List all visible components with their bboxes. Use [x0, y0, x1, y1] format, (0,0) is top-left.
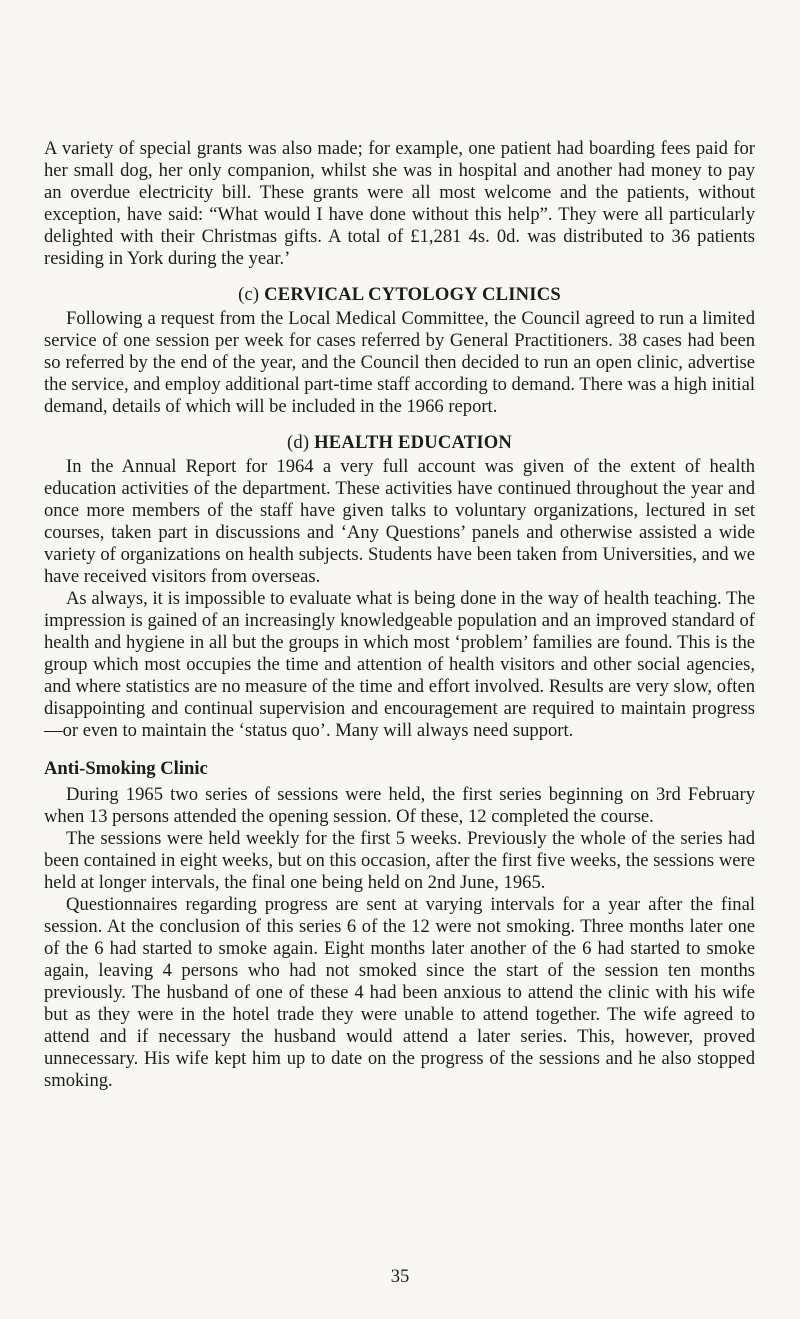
paragraph: Questionnaires regarding progress are sent at varying intervals for a year after the final session. At the conclusion of this series 6 of the 12 were not smoking. Three months later one of the 6 had started to smoke again. Eight months later another of the 6 had started to smoke again, leaving 4 persons who had not smoked since the start of the session ten months previously. The husband of one of these 4 had been anxious to attend the clinic with his wife but as they were in the hotel trade they were unable to attend together. The wife agreed to attend and if necessary the husband would attend a later series. This, however, proved unnecessary. His wife kept him up to date on the progress of the sessions and he also stopped smoking. — [44, 894, 755, 1091]
subheading-anti-smoking-clinic: Anti-Smoking Clinic — [44, 758, 208, 779]
page-number: 35 — [390, 1266, 410, 1287]
section-label: (c) — [238, 284, 260, 305]
section-title: HEALTH EDUCATION — [314, 432, 513, 453]
paragraph: As always, it is impossible to evaluate what is being done in the way of health teaching. The impression is gained of an increasingly knowledgeable population and an improved standard of health and hygiene in all but the groups in which most ‘problem’ families are found. This is the group which most occupies the time and attention of health visitors and other social agencies, and where statistics are no measure of the time and effort involved. Results are very slow, often disappointing and continual supervision and encouragement are required to maintain progress—or even to maintain the ‘status quo’. Many will always need support. — [44, 588, 755, 741]
paragraph: The sessions were held weekly for the first 5 weeks. Previously the whole of the series had been contained in eight weeks, but on this occasion, after the first five weeks, the sessions were held at longer intervals, the final one being held on 2nd June, 1965. — [44, 828, 755, 893]
section-label: (d) — [286, 432, 310, 453]
section-heading-health-education — [44, 432, 755, 454]
document-page — [44, 138, 755, 1092]
paragraph: In the Annual Report for 1964 a very full account was given of the extent of health education activities of the department. These activities have continued throughout the year and once more members of the staff have given talks to voluntary organizations, lectured in set courses, taken part in discussions and ‘Any Questions’ panels and otherwise assisted a wide variety of organizations on health subjects. Students have been taken from Universities, and we have received visitors from overseas. — [44, 456, 755, 587]
paragraph: Following a request from the Local Medical Committee, the Council agreed to run a limited service of one session per week for cases referred by General Practitioners. 38 cases had been so referred by the end of the year, and the Council then decided to run an open clinic, advertise the service, and employ additional part-time staff according to demand. There was a high initial demand, details of which will be included in the 1966 report. — [44, 308, 755, 417]
section-heading-cervical-cytology — [44, 284, 755, 306]
intro-paragraph: A variety of special grants was also made; for example, one patient had boarding fees paid for her small dog, her only companion, whilst she was in hospital and another had money to pay an overdue electricity bill. These grants were all most welcome and the patients, without exception, have said: “What would I have done without this help”. They were all particularly delighted with their Christmas gifts. A total of £1,281 4s. 0d. was distributed to 36 patients residing in York during the year.’ — [44, 138, 755, 269]
section-title: CERVICAL CYTOLOGY CLINICS — [264, 284, 561, 305]
paragraph: During 1965 two series of sessions were held, the first series beginning on 3rd February when 13 persons attended the opening session. Of these, 12 completed the course. — [44, 784, 755, 827]
